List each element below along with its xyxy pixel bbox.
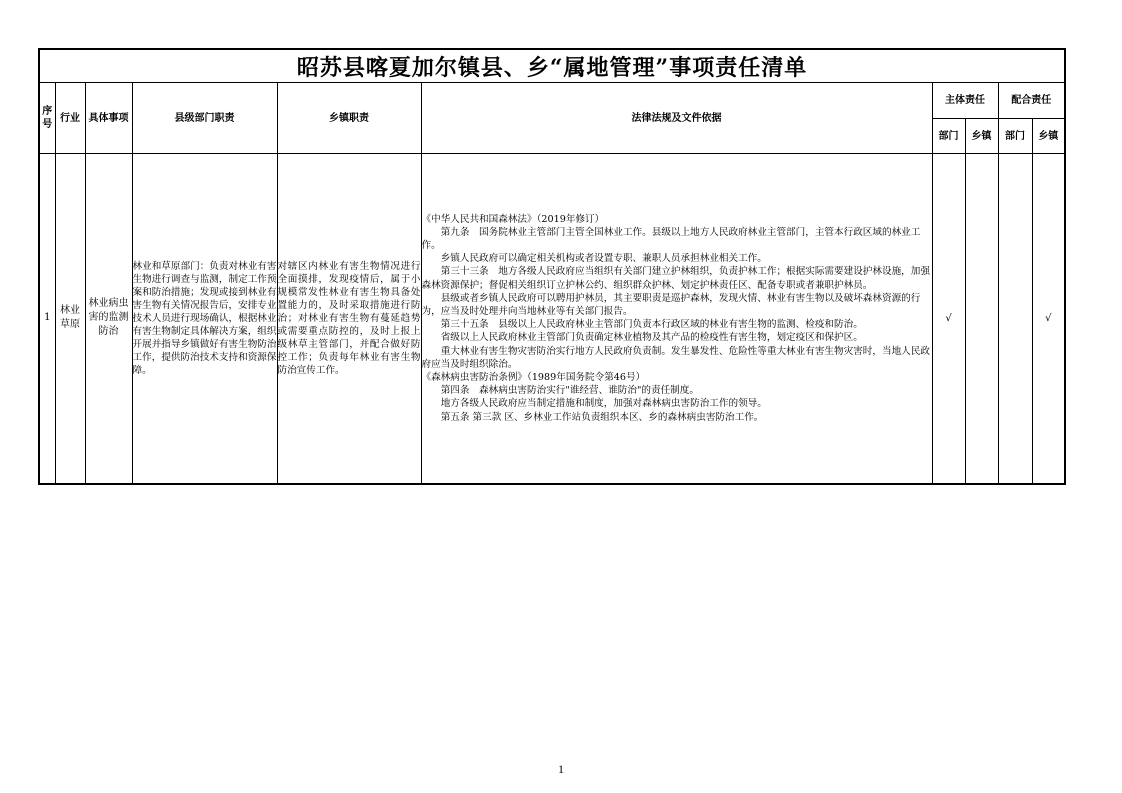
header-main-dept: 部门 [932,119,965,154]
header-main-responsibility: 主体责任 [932,83,998,119]
main-town-check [965,154,998,484]
row-county-duty: 林业和草原部门：负责对林业有害生物进行调查与监测，制定工作预案和防治措施；发现或接到林业有害生物有关情况报告后，安排专业技术人员进行现场确认，根据林业有害生物制定具体解决方案，组织开展并指导乡镇做好有害生物防治工作，提供防治技术支持和资源保障。 [132,154,277,484]
legal-basis-text [422,213,932,424]
row-matter: 林业病虫害的监测防治 [85,154,132,484]
legal-basis-paragraph: 第四条 森林病虫害防治实行"谁经营、谁防治"的责任制度。 [440,385,699,397]
legal-basis-paragraph: 地方各级人民政府应当制定措施和制度，加强对森林病虫害防治工作的领导。 [440,398,767,410]
row-town-duty: 对辖区内林业有害生物情况进行全面摸排，发现疫情后，属于小规模常发性林业有害生物具备处置能力的，及时采取措施进行防治；对林业有害生物有蔓延趋势或需要重点防控的，及时上报上级林草主管部门，并配合做好防控工作；负责每年林业有害生物防治宣传工作。 [277,154,421,484]
legal-basis-paragraph: 乡镇人民政府可以确定相关机构或者设置专职、兼职人员承担林业相关工作。 [440,253,767,265]
table-row [39,154,1065,484]
legal-basis-paragraph: 第三十三条 地方各级人民政府应当组织有关部门建立护林组织，负责护林工作；根据实际需要建设护林设施，加强森林资源保护；督促相关组织订立护林公约、组织群众护林、划定护林责任区、配备专职或者兼职护林员。 [421,266,930,291]
main-title: 昭苏县喀夏加尔镇县、乡“属地管理”事项责任清单 [39,49,1065,83]
legal-basis-paragraph: 重大林业有害生物灾害防治实行地方人民政府负责制。发生暴发性、危险性等重大林业有害生物灾害时，当地人民政府应当及时组织除治。 [421,345,930,370]
header-seq: 序号 [39,83,55,154]
legal-basis-paragraph: 第五条 第三款 区、乡林业工作站负责组织本区、乡的森林病虫害防治工作。 [440,411,764,423]
row-seq: 1 [39,154,55,484]
header-main-town: 乡镇 [965,119,998,154]
header-industry: 行业 [55,83,85,154]
header-matter: 具体事项 [85,83,132,154]
legal-basis-paragraph: 省级以上人民政府林业主管部门负责确定林业植物及其产品的检疫性有害生物，划定疫区和保护区。 [440,332,863,344]
page-number: 1 [558,762,564,776]
responsibility-table [38,48,1066,485]
coop-town-check: √ [1032,154,1065,484]
header-legal-basis: 法律法规及文件依据 [421,83,932,154]
header-coop-responsibility: 配合责任 [998,83,1065,119]
main-dept-check: √ [932,154,965,484]
header-county-duty: 县级部门职责 [132,83,277,154]
row-industry: 林业草原 [55,154,85,484]
legal-basis-paragraph: 第三十五条 县级以上人民政府林业主管部门负责本行政区域的林业有害生物的监测、检疫和防治。 [440,319,863,331]
legal-basis-paragraph: 县级或者乡镇人民政府可以聘用护林员，其主要职责是巡护森林，发现火情、林业有害生物以及破坏森林资源的行为，应当及时处理并向当地林业等有关部门报告。 [421,292,921,318]
legal-basis-paragraph: 《森林病虫害防治条例》（1989年国务院令第46号） [421,372,646,384]
header-coop-town: 乡镇 [1032,119,1065,154]
legal-basis-paragraph: 《中华人民共和国森林法》（2019年修订） [421,213,605,225]
row-legal-basis [421,154,932,484]
legal-basis-paragraph: 第九条 国务院林业主管部门主管全国林业工作。县级以上地方人民政府林业主管部门，主管本行政区域的林业工作。 [421,226,921,252]
coop-dept-check [998,154,1032,484]
header-town-duty: 乡镇职责 [277,83,421,154]
header-coop-dept: 部门 [998,119,1032,154]
